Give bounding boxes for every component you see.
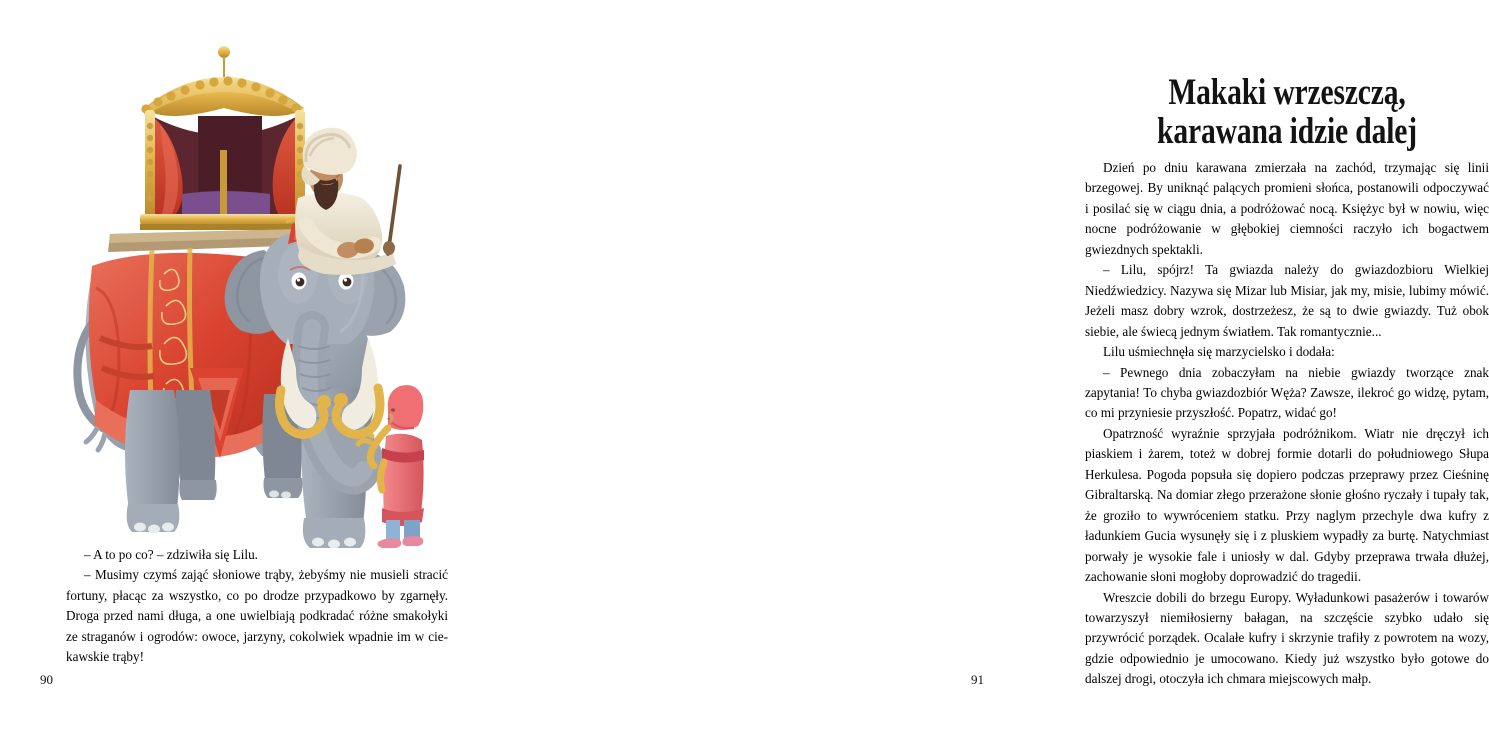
left-page-body-text: [66, 545, 448, 667]
mahout-rider: [295, 128, 400, 275]
paragraph: – A to po co? – zdziwiła się Lilu.: [84, 547, 258, 562]
paragraph: – Lilu, spójrz! Ta gwiazda należy do gwiazdozbioru Wielkiej Niedźwiedzicy. Nazywa się Mizar lub Misiar, jak my, misie, lubimy mówić. Jeżeli masz dobry wzrok, dostrzeżesz, że są to dwie gwiazdy. Tuż obok siebie, ale świecą jednym światłem. Tak romantycznie...: [1085, 262, 1489, 339]
paragraph: Opatrzność wyraźnie sprzyjała podróżnikom. Wiatr nie dręczył ich piaskiem i żarem, toteż w dobrej formie dotarli do południowego Słupa Herkulesa. Pogoda popsuła się dopiero podczas przeprawy przez Cieśninę Gibraltarską. Na domiar złego przerażone słonie głośno ryczały i tupały tak, że groziło to wywróceniem statku. Przy naglym przechyle dwa kufry z ładunkiem Gucia wysunęły się i z pluskiem wypadły za burtę. Natychmiast porwały je wysokie fale i uniosły w dal. Gdyby przeprawa trwała dłużej, zachowanie słoni mogłoby doprowadzić do tragedii.: [1085, 425, 1489, 585]
chapter-title: Makaki wrzeszczą, karawana idzie dalej: [1157, 71, 1417, 152]
caravan-elephant-illustration: [48, 38, 488, 543]
paragraph: Lilu uśmiechnęła się marzycielsko i dodała:: [1103, 344, 1335, 360]
right-page-body-text: [1085, 158, 1489, 690]
paragraph: – Musimy czymś zająć słoniowe trąby, żebyśmy nie musieli stracić fortuny, płacąc za wszystko, co po drodze przypadkowo by zgarnęły. Droga przed nami długa, a one uwielbiają podkradać różne smakołyki ze straganów i ogrodów: owoce, jarzyny, cokolwiek wpadnie im w ciekawskie trąby!: [66, 567, 448, 665]
folio-right: 91: [971, 672, 984, 687]
right-page: [512, 0, 1489, 729]
paragraph: – Pewnego dnia zobaczyłam na niebie gwiazdy tworzące znak zapytania! To chyba gwiazdozbiór Węża? Zawsze, ilekroć go widzę, pytam, co mi przyniesie przyszłość. Popatrz, widać go!: [1085, 364, 1489, 421]
paragraph: Dzień po dniu karawana zmierzała na zachód, trzymając się linii brzegowej. By uniknąć palących promieni słońca, postanowili odpoczywać i posilać się w ciągu dnia, a podróżować nocą. Księżyc był w nowiu, więc nocne podróżowanie w głębokiej ciemności raczyło ich bogactwem gwiezdnych spektakli.: [1085, 160, 1489, 257]
folio-left: 90: [40, 672, 53, 687]
paragraph: Wreszcie dobili do brzegu Europy. Wyładunkowi pasażerów i towarów towarzyszył niemiłosierny bałagan, na szczęście szybko udało się przywrócić porządek. Ocalałe kufry i skrzynie trafiły z powrotem na wozy, gdzie odpowiednio je umocowano. Kiedy już wszystko było gotowe do dalszej drogi, otoczyła ich chmara miejscowych małp.: [1085, 589, 1489, 687]
left-page: [0, 0, 512, 729]
howdah-canopy: [140, 46, 310, 230]
